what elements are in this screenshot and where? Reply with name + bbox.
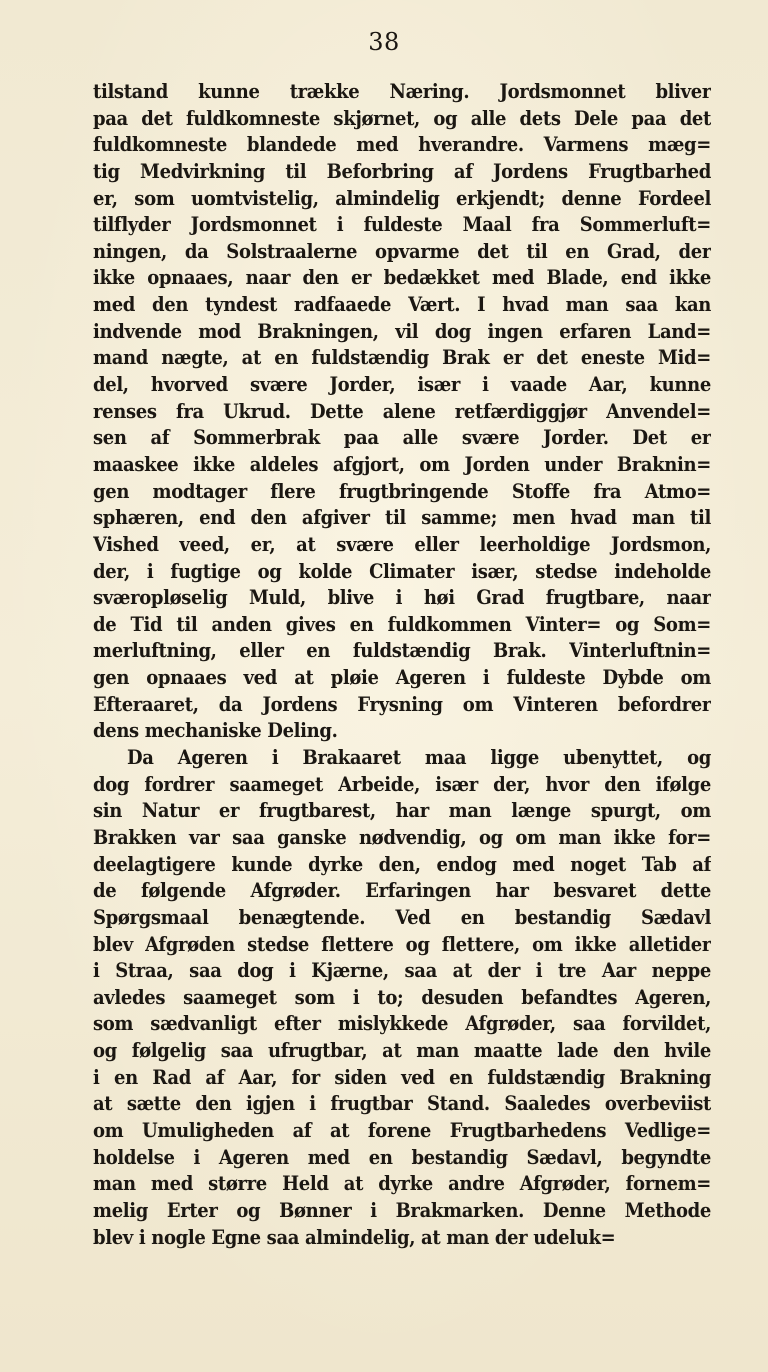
text-line: sen af Sommerbrak paa alle svære Jorder. Det er [93, 425, 711, 450]
text-line: gen modtager flere frugtbringende Stoffe fra Atmo= [93, 478, 711, 503]
text-line: om Umuligheden af at forene Frugtbarhedens Vedlige= [93, 1117, 711, 1142]
text-line: indvende mod Brakningen, vil dog ingen erfaren Land= [93, 318, 711, 343]
text-line: Da Ageren i Brakaaret maa ligge ubenyttet, og [127, 745, 711, 770]
text-line: blev i nogle Egne saa almindelig, at man der udeluk= [93, 1224, 616, 1249]
text-line: paa det fuldkomneste skjørnet, og alle dets Dele paa det [93, 105, 711, 130]
text-line: og følgelig saa ufrugtbar, at man maatte lade den hvile [93, 1038, 711, 1063]
text-line: tig Medvirkning til Beforbring af Jordens Frugtbarhed [93, 158, 711, 183]
text-line: deelagtigere kunde dyrke den, endog med noget Tab af [93, 851, 711, 876]
text-line: dens mechaniske Deling. [93, 718, 338, 743]
text-line: renses fra Ukrud. Dette alene retfærdiggjør Anvendel= [93, 398, 711, 423]
text-line: sphæren, end den afgiver til samme; men hvad man til [93, 505, 711, 530]
text-line: i Straa, saa dog i Kjærne, saa at der i tre Aar neppe [93, 958, 711, 983]
text-line: holdelse i Ageren med en bestandig Sædavl, begyndte [93, 1144, 711, 1169]
text-line: merluftning, eller en fuldstændig Brak. Vinterluftnin= [93, 638, 711, 663]
text-line: dog fordrer saameget Arbeide, især der, hvor den ifølge [93, 771, 711, 796]
text-line: gen opnaaes ved at pløie Ageren i fuldeste Dybde om [93, 665, 711, 690]
text-line: de følgende Afgrøder. Erfaringen har besvaret dette [93, 878, 711, 903]
text-line: sværopløselig Muld, blive i høi Grad frugtbare, naar [93, 585, 711, 610]
text-line: maaskee ikke aldeles afgjort, om Jorden under Braknin= [93, 451, 711, 476]
text-line: sin Natur er frugtbarest, har man længe spurgt, om [93, 798, 711, 823]
text-line: avledes saameget som i to; desuden befandtes Ageren, [93, 984, 711, 1009]
body-text [93, 78, 711, 1250]
text-line: som sædvanligt efter mislykkede Afgrøder, saa forvildet, [93, 1011, 711, 1036]
text-line: blev Afgrøden stedse flettere og flettere, om ikke alletider [93, 931, 711, 956]
text-line: ningen, da Solstraalerne opvarme det til en Grad, der [93, 238, 711, 263]
text-line: Brakken var saa ganske nødvendig, og om man ikke for= [93, 824, 711, 849]
text-line: tilstand kunne trække Næring. Jordsmonnet bliver [93, 79, 711, 103]
text-line: Spørgsmaal benægtende. Ved en bestandig Sædavl [93, 904, 711, 929]
text-line: i en Rad af Aar, for siden ved en fuldstændig Brakning [93, 1064, 711, 1089]
text-line: med den tyndest radfaaede Vært. I hvad man saa kan [93, 292, 711, 317]
text-line: del, hvorved svære Jorder, især i vaade Aar, kunne [93, 372, 711, 397]
text-line: er, som uomtvistelig, almindelig erkjendt; denne Fordeel [93, 185, 711, 210]
text-line: mand nægte, at en fuldstændig Brak er det eneste Mid= [93, 345, 711, 370]
text-line: de Tid til anden gives en fuldkommen Vinter= og Som= [93, 611, 711, 636]
text-line: ikke opnaaes, naar den er bedækket med Blade, end ikke [93, 265, 711, 290]
text-line: at sætte den igjen i frugtbar Stand. Saaledes overbeviist [93, 1091, 711, 1116]
text-line: Efteraaret, da Jordens Frysning om Vinteren befordrer [93, 691, 711, 716]
text-line: Vished veed, er, at svære eller leerholdige Jordsmon, [93, 531, 711, 556]
text-line: man med større Held at dyrke andre Afgrøder, fornem= [93, 1171, 711, 1196]
text-line: fuldkomneste blandede med hverandre. Varmens mæg= [93, 132, 711, 157]
page-number: 38 [368, 28, 400, 56]
text-line: der, i fugtige og kolde Climater især, stedse indeholde [93, 558, 711, 583]
text-line: tilflyder Jordsmonnet i fuldeste Maal fra Sommerluft= [93, 212, 711, 237]
text-line: melig Erter og Bønner i Brakmarken. Denne Methode [93, 1197, 711, 1222]
